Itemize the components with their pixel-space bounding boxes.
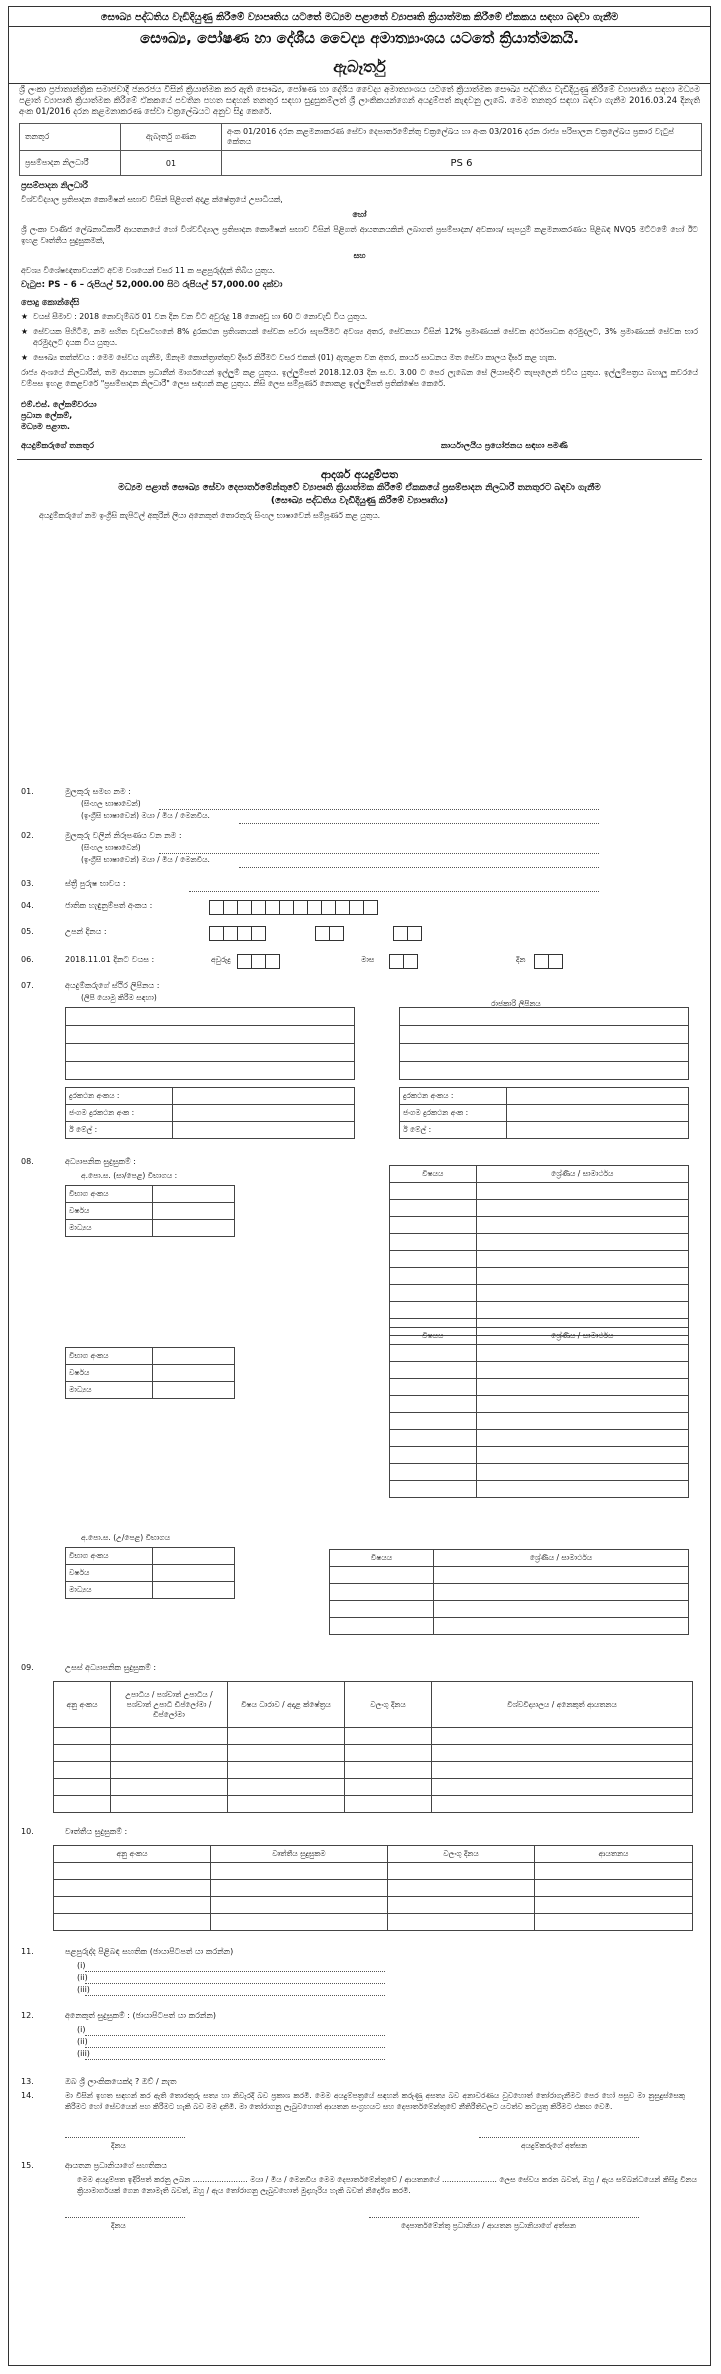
table-header-vacancies: ඇබෑර්තු ගණන <box>121 124 222 151</box>
contact-table-official <box>399 1087 689 1139</box>
q10-label: වෘත්තීය සුදුසුකම් : <box>65 1827 128 1836</box>
office-email-label: ඊ මේල් : <box>400 1122 507 1139</box>
q12-label: අනෙකුත් සුදුසුකම් : (ඡායාපිටපත් යා කරන්න) <box>65 2011 217 2020</box>
grade-header: ශ්‍රේණිය / සාමාර්ථය <box>476 1328 688 1345</box>
q07-sub-label: (ලිපි යොමු කිරීම සඳහා) <box>81 993 157 1002</box>
signatory <box>9 391 710 432</box>
banner <box>9 7 710 84</box>
table-header-post: තනතුර <box>20 124 121 151</box>
qualification-2: ශ්‍රී ලංකා වාණිජ ලේඛනාධිකාරී ආයතනයේ හෝ විශ්වවිද්‍යාල ප්‍රතිපාදන කොමිෂන් සභාව විසින් පිළිගත් ආයතනයකින් ලබාගත් ප්‍රසම්පාදන/ අවකාශ/ සැපයුම් කළමනාකරණය පිළිබඳ NVQ5 මට්ටමේ හෝ ඊට ඉහළ වෘත්තීය සුදුසුකමක්, <box>21 225 698 245</box>
office-phone-label: දුරකථන අංකය : <box>400 1088 507 1105</box>
post-table <box>19 123 702 176</box>
form-subtitle: මධ්‍යම පළාත් සෞඛ්‍ය සේවා දෙපාර්තමේන්තුවේ ව්‍යාපෘති ක්‍රියාත්මක කිරීමේ ඒකකයේ ප්‍රසම්පාදන නිලධාරී තනතුරට බඳවා ගැනීම <box>118 483 601 493</box>
subject-header: විෂයය <box>390 1328 477 1345</box>
office-mobile-input[interactable] <box>507 1105 689 1122</box>
star-icon: ★ <box>21 327 28 336</box>
h9-col-3: විෂය ධාරාව / අදාළ ක්ෂේත්‍රය <box>228 1682 345 1728</box>
q11-item-1-input[interactable] <box>85 1971 385 1972</box>
phone-input[interactable] <box>173 1088 355 1105</box>
phone-label: දුරකථන අංකය : <box>66 1088 173 1105</box>
table-cell-count: 01 <box>121 151 222 176</box>
date-label: දිනය <box>111 2141 126 2150</box>
h9-col-1: අනු අංකය <box>54 1682 111 1728</box>
applicant-signature-input[interactable] <box>479 2137 639 2138</box>
table-row <box>20 151 702 176</box>
form-body: 01. මුලකුරු සමඟ නම : (සිංහල භාෂාවෙන්) (ඉංග්‍රීසි භාෂාවෙන්) මයා / මිය / මෙනවිය. 02. මුලකුරු වලින් නිරූපණය වන නම : (සිංහල භාෂාවෙන්) (ඉංග්‍රීසි භාෂාවෙන්) මයා / මිය / මෙනවිය. 03. ස්ත්‍රී පුරුෂ භාවය : 04. ජාතික හැඳුනුම්පත් අංකය : 05. උපන් දිනය : 06. 2018.11.01 දිනට වයස : අවුරුදු මාස දින 07. අයදුම්කරුගේ ස්ථිර ලිපිනය : (ලිපි යොමු කිරීම සඳහා) රාජකාරි ලිපිනය දුරකථන අංකය : ජංගම දුරකථන අංක : ඊ මේල් : දුරකථන අංකය : ජංගම දුරකථන අංක : ඊ මේල් : 08. අධ්‍යාපනික සුදුසුකම් : අ.පො.ස. (සා/පෙළ) විභාගය : විභාග අංකය වර්ෂය මාධ්‍යය විෂයය ශ්‍රේණිය / සාමාර්ථය විභාග අංකය වර්ෂය මාධ්‍යය විෂයය ශ්‍රේණිය / සාමාර්ථය අ.පො.ස. (උ/පෙළ) විභාගය විභාග අංකය වර්ෂය මාධ්‍යය විෂයය ශ්‍රේණිය / සාමාර්ථය 09. උසස් අධ්‍යාපනික සුදුසුකම් : අනු අංකය උපාධිය / පශ්චාත් උපාධිය / පශ්චාත් උපාධි ඩිප්ලෝමා / ඩිප්ලෝමා විෂය ධාරාව / අදාළ ක්ෂේත්‍රය වලංගු දිනය විශ්වවිද්‍යාලය / අනෙකුත් ආයතනය 10. වෘත්තීය සුදුසුකම් : අනු අංකය වෘත්තීය සුදුසුකම වලංගු දිනය ආයතනය 11. පළපුරුද්ද පිළිබඳ සහතික (ඡායාපිටපත් යා කරන්න) (i) (ii) (iii) 12. අනෙකුත් සුදුසුකම් : (ඡායාපිටපත් යා කරන්න) (i) (ii) (iii) 13. ඔබ ශ්‍රී ලාංකිකයෙක්ද ? ඔව් / නැත 14. මා විසින් ඉහත සඳහන් කර ඇති තොරතුරු සත්‍ය හා නිවැරදි බව ප්‍රකාශ කරමි. මෙම අයදුම්පත්‍රයේ සඳහන් කරුණු අසත්‍ය බව අනාවරණය වුවහොත් තෝරාගැනීමට පෙර හෝ පසුව මා නුසුදුස්සෙකු කිරීමට හෝ සේවයෙන් පහ කිරීමට හැකි බව මම දනිමි. මා තෝරාගනු ලැබුවහොත් ආයතන සංග්‍රහයට සහ දෙපාර්තමේන්තුවේ නීතිරීතිවලට යටත්ව කටයුතු කිරීමට එකඟ වෙමි. දිනය අයදුම්කරුගේ අත්සන 15. ආයතන ප්‍රධානියාගේ සහතිකය මෙම අයදුම්පත ඉදිරිපත් කරනු ලබන ....................... මයා / මිය / මෙනවිය මෙම දෙපාර්තමේන්තුවේ / ආයතනයේ ....................... ලෙස සේවය කරන බවත්, ඔහු / ඇය සම්බන්ධයෙන් කිසිදු විනය ක්‍රියාමාර්ගයක් ගෙන නොමැති බවත්, ඔහු / ඇය තෝරාගනු ලැබුවහොත් මුදාහැරිය හැකි බවත් නිර්දේශ කරමි. දිනය දෙපාර්තමේන්තු ප්‍රධානියා / ආයතන ප්‍රධානියාගේ අත්සන <box>9 787 709 2357</box>
medium-label: මාධ්‍යය <box>66 1382 153 1399</box>
q14: 14. මා විසින් ඉහත සඳහන් කර ඇති තොරතුරු සත්‍ය හා නිවැරදි බව ප්‍රකාශ කරමි. මෙම අයදුම්පත්‍රයේ සඳහන් කරුණු අසත්‍ය බව අනාවරණය වුවහොත් තෝරාගැනීමට පෙර හෝ පසුව මා නුසුදුස්සෙකු කිරීමට හෝ සේවයෙන් පහ කිරීමට හැකි බව මම දනිමි. මා තෝරාගනු ලැබුවහොත් ආයතන සංග්‍රහයට සහ දෙපාර්තමේන්තුවේ නීතිරීතිවලට යටත්ව කටයුතු කිරීමට එකඟ වෙමි. <box>21 2091 685 2111</box>
signatory-title: ප්‍රධාන ලේකම්, <box>21 410 73 420</box>
salary-line: වැටුප: PS – 6 – රුපියල් 52,000.00 සිට රුපියල් 57,000.00 දක්වා <box>21 280 283 290</box>
q14-declaration: මා විසින් ඉහත සඳහන් කර ඇති තොරතුරු සත්‍ය හා නිවැරදි බව ප්‍රකාශ කරමි. මෙම අයදුම්පත්‍රයේ සඳහන් කරුණු අසත්‍ය බව අනාවරණය වුවහොත් තෝරාගැනීමට පෙර හෝ පසුව මා නුසුදුස්සෙකු කිරීමට හෝ සේවයෙන් පහ කිරීමට හැකි බව මම දනිමි. මා තෝරාගනු ලැබුවහොත් ආයතන සංග්‍රහයට සහ දෙපාර්තමේන්තුවේ නීතිරීතිවලට යටත්ව කටයුතු කිරීමට එකඟ වෙමි. <box>65 2091 685 2111</box>
banner-vacancies: ඇබෑර්තු <box>333 57 386 76</box>
medium-label: මාධ්‍යය <box>66 1582 153 1599</box>
q07-label: අයදුම්කරුගේ ස්ථිර ලිපිනය : <box>65 981 160 990</box>
q01-label: මුලකුරු සමඟ නම : <box>65 787 131 796</box>
table-header-salary-code: අංක 01/2016 දරන කළමනාකරණ සේවා දෙපාර්තමේන්තු චක්‍රලේඛය හා අංක 03/2016 දරන රාජ්‍ය පරිපාලන චක්‍රලේඛය ප්‍රකාර වැටුප් කේතය <box>222 124 702 151</box>
email-label: ඊ මේල් : <box>66 1122 173 1139</box>
q12-item-2-input[interactable] <box>85 2047 385 2048</box>
higher-education-table[interactable] <box>53 1681 693 1813</box>
table-cell-code: PS 6 <box>222 151 702 176</box>
h9-col-2: උපාධිය / පශ්චාත් උපාධිය / පශ්චාත් උපාධි ඩිප්ලෝමා / ඩිප්ලෝමා <box>111 1682 228 1728</box>
gender-input[interactable] <box>189 891 599 892</box>
ol-results-2[interactable] <box>389 1327 689 1498</box>
h10-col-3: වලංගු දිනය <box>388 1846 535 1863</box>
signature-row <box>9 432 710 459</box>
table-cell-post: ප්‍රසම්පාදන නිලධාරී <box>20 151 121 176</box>
q11-item-3-input[interactable] <box>85 1995 385 1996</box>
star-icon: ★ <box>21 353 28 362</box>
q01-english-input[interactable] <box>239 823 599 824</box>
form-subtitle-project: (සෞඛ්‍ය පද්ධතිය වැඩිදියුණු කිරීමේ ව්‍යාපෘතිය) <box>270 496 449 506</box>
banner-ministry: සෞඛ්‍ය, පෝෂණ හා දේශීය වෛද්‍ය අමාත්‍යාංශය යටතේ ක්‍රියාත්මකයි. <box>9 26 710 53</box>
condition-epf <box>9 324 710 350</box>
applicant-post-label: අයදුම්කරුගේ තනතුර <box>21 440 95 450</box>
permanent-address-table[interactable] <box>65 1007 355 1080</box>
q03-label: ස්ත්‍රී පුරුෂ භාවය : <box>65 879 126 888</box>
medium-label: මාධ්‍යය <box>66 1220 153 1237</box>
or-label: හෝ <box>352 210 367 219</box>
banner-project: සෞඛ්‍ය පද්ධතිය වැඩිදියුණු කිරීමේ ව්‍යාපෘතිය යටතේ මධ්‍යම පළාතේ ව්‍යාපෘති ක්‍රියාත්මක කිරීමේ ඒකකය සඳහා බඳවා ගැනීම <box>100 12 619 23</box>
q08-label: අධ්‍යාපනික සුදුසුකම් : <box>65 1157 136 1166</box>
q04-label: ජාතික හැඳුනුම්පත් අංකය : <box>65 901 153 910</box>
q05-label: උපන් දිනය : <box>65 927 107 936</box>
index-input[interactable] <box>153 1348 235 1365</box>
year-input[interactable] <box>153 1565 235 1582</box>
al-details <box>65 1547 235 1599</box>
medium-input[interactable] <box>153 1220 235 1237</box>
q06-label: 2018.11.01 දිනට වයස : <box>65 955 155 964</box>
qualification-1: විශ්වවිද්‍යාල ප්‍රතිපාදන කොමිෂන් සභාව විසින් පිළිගත් අදාළ ක්ෂේත්‍රයේ උපාධියක්, <box>21 195 283 204</box>
intro-paragraph: ශ්‍රී ලංකා ප්‍රජාතාන්ත්‍රික සමාජවාදී ජනරජය විසින් ක්‍රියාත්මක කර ඇති සෞඛ්‍ය, පෝෂණ හා දේශීය වෛද්‍ය අමාත්‍යාංශය යටතේ ක්‍රියාත්මක සෞඛ්‍ය පද්ධතිය වැඩිදියුණු කිරීමේ ව්‍යාපෘතිය සඳහා මධ්‍යම පළාත් ව්‍යාපෘති ක්‍රියාත්මක කිරීමේ ඒකකයේ පවතින පහත සඳහන් තනතුර සඳහා සුදුසුකම්ලත් ශ්‍රී ලාංකිකයන්ගෙන් අයදුම්පත් කැඳවනු ලැබේ. මෙම තනතුර සඳහා බඳවා ගැනීම 2016.03.24 දිනැති අංක 01/2016 දරන කළමනාකරණ සේවා චක්‍රලේඛයට අනුව සිදු කෙරේ. <box>19 84 700 116</box>
head-certificate-text: මෙම අයදුම්පත ඉදිරිපත් කරනු ලබන ....................... මයා / මිය / මෙනවිය මෙම දෙපාර්තමේන්තුවේ / ආයතනයේ ....................... ලෙස සේවය කරන බවත්, ඔහු / ඇය සම්බන්ධයෙන් කිසිදු විනය ක්‍රියාමාර්ගයක් ගෙන නොමැති බවත්, ඔහු / ඇය තෝරාගනු ලැබුවහොත් මුදාහැරිය හැකි බවත් නිර්දේශ කරමි. <box>77 2175 697 2195</box>
head-signature-label: දෙපාර්තමේන්තු ප්‍රධානියා / ආයතන ප්‍රධානියාගේ අත්සන <box>401 2221 576 2230</box>
q12-item-1-input[interactable] <box>85 2035 385 2036</box>
dob-boxes[interactable] <box>209 923 421 942</box>
grade-header: ශ්‍රේණිය / සාමාර්ථය <box>476 1166 688 1183</box>
form-title: ආදර්ශ අයදුම්පත <box>320 468 399 481</box>
office-use-label: කාර්යාලයීය ප්‍රයෝජනය සඳහා පමණි <box>440 440 568 450</box>
q02-sinhala-label: (සිංහල භාෂාවෙන්) <box>81 843 141 852</box>
q12-item-1-label: (i) <box>77 2025 86 2034</box>
q12-item-2-label: (ii) <box>77 2037 88 2046</box>
index-input[interactable] <box>153 1186 235 1203</box>
q01-sinhala-input[interactable] <box>159 809 599 810</box>
q01-english-label: (ඉංග්‍රීසි භාෂාවෙන්) මයා / මිය / මෙනවිය. <box>81 811 210 820</box>
q02-english-label: (ඉංග්‍රීසි භාෂාවෙන්) මයා / මිය / මෙනවිය. <box>81 855 210 864</box>
form-note: අයදුම්කරුගේ නම ඉංග්‍රීසි කැපිටල් අකුරින් ලියා අනෙකුත් තොරතුරු සිංහල භාෂාවෙන් සම්පූර්ණ කළ යුතුය. <box>39 511 381 520</box>
application-instructions: රාජ්‍ය අංශයේ නිලධාරීන්, තම ආයතන ප්‍රධානීන් මාර්ගයෙන් ඉල්ලුම් කළ යුතුය. ඉල්ලුම්පත් 2018.12.03 දින ස.ව. 3.00 ට පෙර ලැබෙන සේ ලියාපදිංචි තැපෑලෙන් එවිය යුතුය. ඉල්ලුම්පත්‍රය බහාලූ කවරයේ වම්පස ඉහළ කෙළවරේ "ප්‍රසම්පාදන නිලධාරී" ලෙස සඳහන් කළ යුතුය. නිසි ලෙස සම්පූර්ණ නොකළ ඉල්ලුම්පත් ප්‍රතික්ෂේප කෙරේ. <box>21 368 698 388</box>
h9-col-5: විශ්වවිද්‍යාලය / අනෙකුත් ආයතනය <box>432 1682 693 1728</box>
general-conditions-heading: පොදු කොන්දේසි <box>21 297 80 307</box>
q13-label[interactable]: ඔබ ශ්‍රී ලාංකිකයෙක්ද ? ඔව් / නැත <box>65 2077 177 2086</box>
index-input[interactable] <box>153 1548 235 1565</box>
email-input[interactable] <box>173 1122 355 1139</box>
q02-sinhala-input[interactable] <box>159 853 599 854</box>
condition-service-text: සෞඛ්‍ය තත්ත්වය : මෙම සේවය ගැනීම, ඕනෑම කොන්ත්‍රාත්තුව දීර්ඝ කිරීමට වසර එකක් (01) ඇතුළත වන අතර, කාර්ය සාධනය මත සේවා කාලය දීර්ඝ කළ හැක. <box>33 353 557 362</box>
age-months-label: මාස <box>361 955 375 964</box>
age-days-label: දින <box>516 955 526 964</box>
q11-item-3-label: (iii) <box>77 1985 90 1994</box>
h10-col-2: වෘත්තීය සුදුසුකම <box>211 1846 388 1863</box>
star-icon: ★ <box>21 312 28 321</box>
qualification-3: අවශ්‍ය විශේෂඥතාවයන්ට අවම වශයෙන් වසර 11 ක පළපුරුද්දක් තිබිය යුතුය. <box>21 266 275 275</box>
signatory-name: එම්.එස්. ලේකම්වරයා <box>21 399 97 409</box>
ol-details-2 <box>65 1347 235 1399</box>
condition-epf-text: සේවයක පිහිටීම, නම සහිත වැඩසටහනේ 8% දුරකථන ප්‍රතිශතයක් සේවක පවරා සැපයීමට අවශ්‍ය අතර, සේවකයා විසින් 12% ප්‍රමාණයක් සේවක අර්ථසාධක අරමුදලට, 3% ප්‍රමාණයක් සේවක භාර අරමුදලට දායක විය යුතුය. <box>33 327 698 347</box>
ol-results-1[interactable] <box>389 1165 689 1336</box>
condition-age-text: වයස් සීමාව : 2018 නොවැම්බර් 01 වන දින වන විට අවුරුදු 18 නොඅඩු හා 60 ට නොවැඩි විය යුතුය. <box>33 312 368 321</box>
ol-exam-label: අ.පො.ස. (සා/පෙළ) විභාගය : <box>81 1171 178 1180</box>
mobile-input[interactable] <box>173 1105 355 1122</box>
official-address-label: රාජකාරි ලිපිනය <box>491 999 541 1008</box>
subject-header: විෂයය <box>330 1550 434 1567</box>
table-header-row <box>20 124 702 151</box>
q02-label: මුලකුරු වලින් නිරූපණය වන නම : <box>65 831 182 840</box>
q11-label: පළපුරුද්ද පිළිබඳ සහතික (ඡායාපිටපත් යා කරන්න) <box>65 1947 234 1956</box>
age-months-boxes[interactable] <box>389 951 417 970</box>
year-input[interactable] <box>153 1365 235 1382</box>
mobile-label: ජංගම දුරකථන අංක : <box>66 1105 173 1122</box>
index-label: විභාග අංකය <box>66 1548 153 1565</box>
year-label: වර්ෂය <box>66 1203 153 1220</box>
age-years-boxes[interactable] <box>237 951 279 970</box>
q01-sinhala-label: (සිංහල භාෂාවෙන්) <box>81 799 141 808</box>
condition-age <box>9 309 710 324</box>
q11-item-2-label: (ii) <box>77 1973 88 1982</box>
h10-col-4: ආයතනය <box>535 1846 693 1863</box>
age-days-boxes[interactable] <box>534 951 562 970</box>
q11-item-2-input[interactable] <box>85 1983 385 1984</box>
head-date-label: දිනය <box>111 2221 126 2230</box>
divider <box>17 459 702 460</box>
office-mobile-label: ජංගම දුරකථන අංක : <box>400 1105 507 1122</box>
office-phone-input[interactable] <box>507 1088 689 1105</box>
and-label: සහ <box>353 251 366 260</box>
office-email-input[interactable] <box>507 1122 689 1139</box>
ol-details-1 <box>65 1185 235 1237</box>
condition-service <box>9 350 710 365</box>
year-label: වර්ෂය <box>66 1365 153 1382</box>
q12-item-3-label: (iii) <box>77 2049 90 2058</box>
medium-input[interactable] <box>153 1382 235 1399</box>
q02-english-input[interactable] <box>239 867 599 868</box>
applicant-signature-label: අයදුම්කරුගේ අත්සන <box>521 2141 588 2150</box>
al-exam-label: අ.පො.ස. (උ/පෙළ) විභාගය <box>81 1533 171 1542</box>
head-signature-input[interactable] <box>369 2217 639 2218</box>
post-heading: ප්‍රසම්පාදන නිලධාරී <box>21 180 88 190</box>
q11-item-1-label: (i) <box>77 1961 86 1970</box>
head-date-input[interactable] <box>65 2217 185 2218</box>
q15-label: ආයතන ප්‍රධානියාගේ සහතිකය <box>65 2161 168 2170</box>
nic-boxes[interactable] <box>209 897 377 916</box>
advertisement-frame <box>8 6 711 2366</box>
q09-label: උසස් අධ්‍යාපනික සුදුසුකම් : <box>65 1663 157 1672</box>
grade-header: ශ්‍රේණිය / සාමාර්ථය <box>433 1550 688 1567</box>
q01: 01. මුලකුරු සමඟ නම : <box>21 787 131 796</box>
year-label: වර්ෂය <box>66 1565 153 1582</box>
al-results[interactable] <box>329 1549 689 1635</box>
signatory-province: මධ්‍යම පළාත. <box>21 421 71 431</box>
declaration-date-input[interactable] <box>65 2137 185 2138</box>
professional-table[interactable] <box>53 1845 693 1931</box>
official-address-table[interactable] <box>399 1007 689 1080</box>
index-label: විභාග අංකය <box>66 1348 153 1365</box>
contact-table-permanent <box>65 1087 355 1139</box>
q12-item-3-input[interactable] <box>85 2059 385 2060</box>
subject-header: විෂයය <box>390 1166 477 1183</box>
h9-col-4: වලංගු දිනය <box>345 1682 432 1728</box>
year-input[interactable] <box>153 1203 235 1220</box>
age-years-label: අවුරුදු <box>211 955 231 964</box>
h10-col-1: අනු අංකය <box>54 1846 211 1863</box>
index-label: විභාග අංකය <box>66 1186 153 1203</box>
medium-input[interactable] <box>153 1582 235 1599</box>
